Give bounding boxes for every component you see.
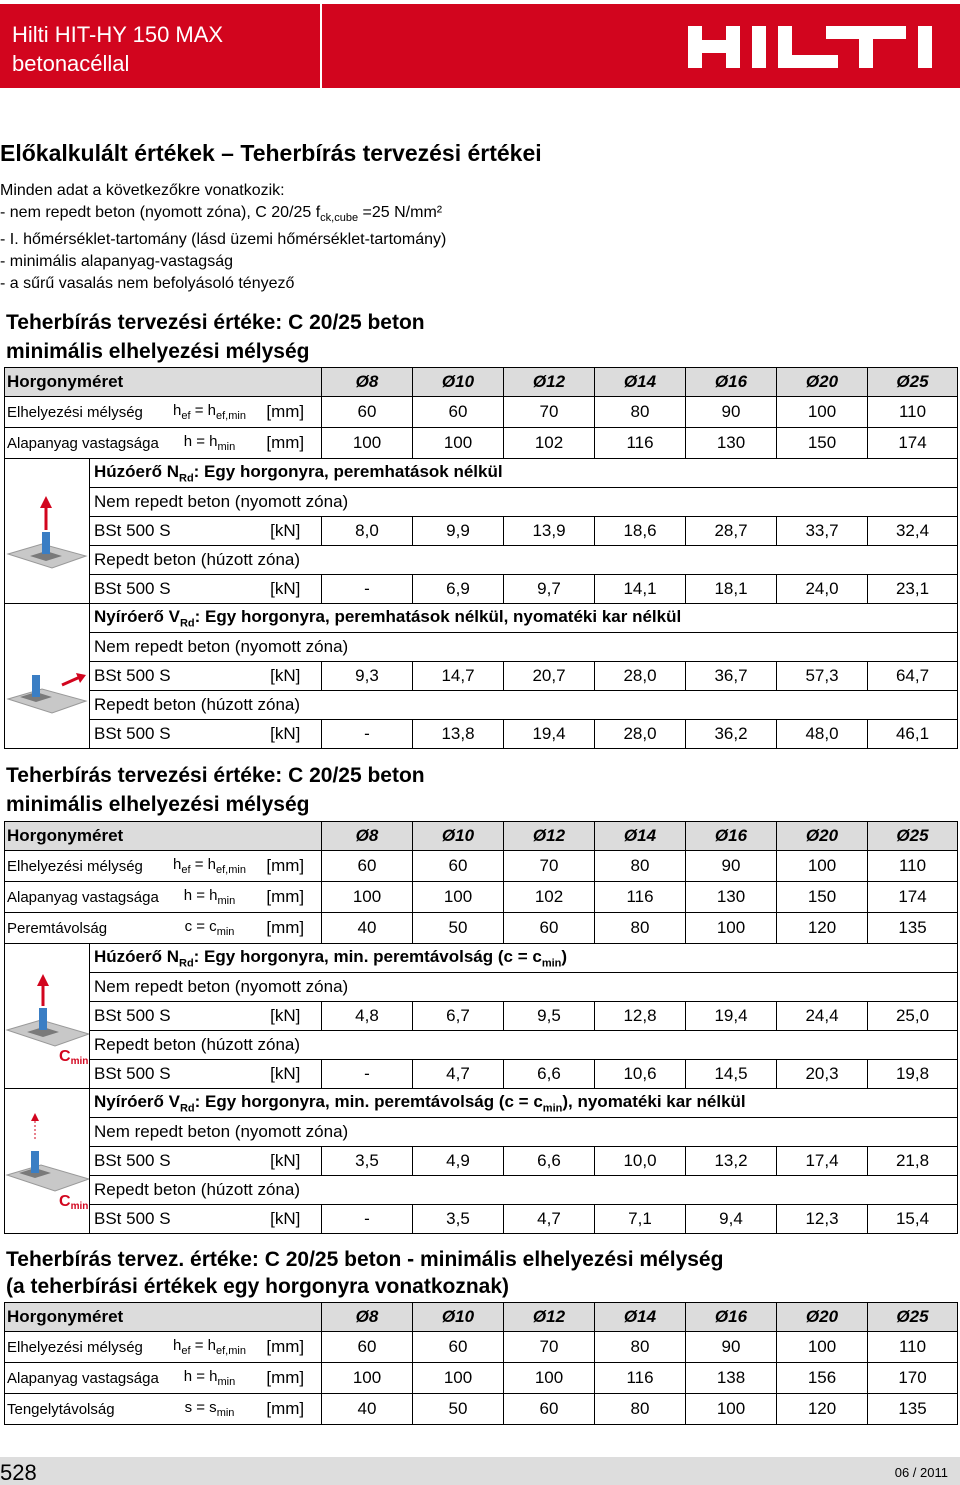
cmin-label: Cmin [59, 1047, 89, 1064]
value-cell: 21,8 [868, 1147, 958, 1176]
value-cell: - [322, 1060, 413, 1089]
page-footer [0, 1457, 960, 1485]
size-header-row [5, 368, 958, 397]
cracked-label-row [5, 691, 958, 720]
value-cell: 6,6 [504, 1147, 595, 1176]
shear-anchor-icon [6, 629, 88, 719]
shear-edge-anchor-icon [5, 1109, 90, 1209]
value-cell: 100 [686, 913, 777, 944]
intro-subscript: ck,cube [320, 212, 359, 225]
value-cell: 14,1 [595, 575, 686, 604]
header-title-box [0, 4, 320, 88]
value-cell: 4,8 [322, 1002, 413, 1031]
row-symbol [170, 882, 250, 913]
title-text: : Egy horgonyra, min. peremtávolság (c = c [193, 946, 542, 966]
value-cell: 25,0 [868, 1002, 958, 1031]
value-cell: 50 [413, 1394, 504, 1425]
value-cell: 40 [322, 913, 413, 944]
value-cell: 3,5 [413, 1205, 504, 1234]
value-cell: 6,9 [413, 575, 504, 604]
title-text: Nyíróerő V [94, 606, 180, 626]
row-unit: [kN] [250, 575, 322, 604]
value-cell: 24,4 [777, 1002, 868, 1031]
row-label: Tengelytávolság [5, 1394, 170, 1425]
symbol-sub: min [217, 441, 236, 453]
row-unit: [mm] [250, 1363, 322, 1394]
cracked-label: Repedt beton (húzott zóna) [90, 1176, 958, 1205]
value-cell: 100 [686, 1394, 777, 1425]
value-cell: 60 [322, 397, 413, 428]
embedment-row [5, 397, 958, 428]
value-cell: 100 [504, 1363, 595, 1394]
material-label: BSt 500 S [90, 1205, 250, 1234]
value-cell: 174 [868, 428, 958, 459]
value-cell: 70 [504, 397, 595, 428]
size-header-row [5, 1303, 958, 1332]
tension-title-row [5, 944, 958, 973]
value-cell: 36,7 [686, 662, 777, 691]
shear-title [90, 604, 958, 633]
value-cell: 80 [595, 397, 686, 428]
row-label: Peremtávolság [5, 913, 170, 944]
cmin-label: Cmin [59, 1192, 89, 1209]
footer-date: 06 / 2011 [894, 1465, 948, 1480]
symbol-text: = h [190, 402, 216, 419]
value-cell: 150 [777, 882, 868, 913]
value-cell: 100 [777, 397, 868, 428]
embedment-row [5, 1332, 958, 1363]
material-label: BSt 500 S [90, 1147, 250, 1176]
header-title-line2: betonacéllal [12, 51, 130, 76]
row-unit: [kN] [250, 662, 322, 691]
row-label: Elhelyezési mélység [5, 397, 170, 428]
hilti-logo [688, 26, 938, 68]
size-cell: Ø10 [413, 822, 504, 851]
value-cell: 60 [504, 1394, 595, 1425]
cracked-label-row [5, 1031, 958, 1060]
intro-text [0, 180, 446, 295]
section-title-line: Teherbírás tervezési értéke: C 20/25 beton [6, 311, 425, 334]
value-cell: 15,4 [868, 1205, 958, 1234]
size-cell: Ø8 [322, 368, 413, 397]
size-cell: Ø20 [777, 822, 868, 851]
intro-line: - a sűrű vasalás nem befolyásoló tényező [0, 275, 295, 293]
title-text: ), nyomatéki kar nélkül [562, 1091, 746, 1111]
value-cell: 4,7 [413, 1060, 504, 1089]
value-cell: 80 [595, 913, 686, 944]
non-cracked-label-row [5, 1118, 958, 1147]
shear-figure-cell [5, 604, 90, 749]
value-cell: 6,7 [413, 1002, 504, 1031]
title-sub: Rd [179, 472, 194, 485]
material-label: BSt 500 S [90, 1002, 250, 1031]
value-cell: 17,4 [777, 1147, 868, 1176]
title-text: Nyíróerő V [94, 1091, 180, 1111]
thickness-row [5, 428, 958, 459]
value-cell: 100 [322, 882, 413, 913]
section3-title [6, 1246, 723, 1300]
value-cell: 102 [504, 428, 595, 459]
tension-nc-row [5, 517, 958, 546]
row-symbol [170, 1332, 250, 1363]
row-unit: [mm] [250, 882, 322, 913]
value-cell: 102 [504, 882, 595, 913]
value-cell: 9,4 [686, 1205, 777, 1234]
value-cell: 120 [777, 913, 868, 944]
section-title-line: minimális elhelyezési mélység [6, 793, 310, 816]
value-cell: 120 [777, 1394, 868, 1425]
value-cell: 90 [686, 851, 777, 882]
symbol-sub: ef,min [216, 1345, 246, 1357]
value-cell: 130 [686, 882, 777, 913]
tension-title [90, 459, 958, 488]
intro-text-part: - nem repedt beton (nyomott zóna), C 20/25 f [0, 204, 321, 221]
symbol-sub: min [216, 1407, 235, 1419]
intro-line [0, 202, 446, 229]
intro-text-part: =25 N/mm² [358, 204, 443, 221]
value-cell: 70 [504, 851, 595, 882]
tension-title-row [5, 459, 958, 488]
value-cell: 110 [868, 1332, 958, 1363]
symbol-text: h [173, 1337, 182, 1354]
symbol-text: s = s [184, 1399, 217, 1416]
symbol-text: h [173, 856, 182, 873]
material-label: BSt 500 S [90, 517, 250, 546]
value-cell: 80 [595, 1332, 686, 1363]
tension-title [90, 944, 958, 973]
title-sub: Rd [179, 617, 195, 630]
symbol-text: = h [190, 856, 216, 873]
value-cell: 4,9 [413, 1147, 504, 1176]
row-label: Alapanyag vastagsága [5, 882, 170, 913]
tension-figure-cell [5, 459, 90, 604]
material-label: BSt 500 S [90, 1060, 250, 1089]
value-cell: 135 [868, 1394, 958, 1425]
value-cell: 48,0 [777, 720, 868, 749]
section1-table [4, 367, 958, 749]
shear-title-row [5, 1089, 958, 1118]
value-cell: 100 [413, 428, 504, 459]
shear-title [90, 1089, 958, 1118]
title-text: Húzóerő N [94, 461, 179, 481]
value-cell: 10,6 [595, 1060, 686, 1089]
symbol-text: = h [190, 1337, 216, 1354]
value-cell: 40 [322, 1394, 413, 1425]
value-cell: 80 [595, 1394, 686, 1425]
size-cell: Ø8 [322, 1303, 413, 1332]
page-header [0, 0, 960, 90]
shear-c-row [5, 1205, 958, 1234]
size-header-row [5, 822, 958, 851]
spacing-row [5, 1394, 958, 1425]
row-unit: [mm] [250, 428, 322, 459]
value-cell: 28,7 [686, 517, 777, 546]
value-cell: 80 [595, 851, 686, 882]
title-sub: Rd [179, 1102, 195, 1115]
value-cell: 64,7 [868, 662, 958, 691]
value-cell: 9,5 [504, 1002, 595, 1031]
value-cell: 138 [686, 1363, 777, 1394]
value-cell: 100 [777, 851, 868, 882]
size-header-label: Horgonyméret [5, 1303, 322, 1332]
value-cell: 156 [777, 1363, 868, 1394]
value-cell: 60 [504, 913, 595, 944]
size-cell: Ø14 [595, 1303, 686, 1332]
value-cell: 135 [868, 913, 958, 944]
value-cell: 12,3 [777, 1205, 868, 1234]
symbol-sub: ef,min [216, 410, 246, 422]
value-cell: 100 [413, 1363, 504, 1394]
title-text: : Egy horgonyra, min. peremtávolság (c = c [194, 1091, 543, 1111]
tension-c-row [5, 1060, 958, 1089]
tension-nc-row [5, 1002, 958, 1031]
row-label: Alapanyag vastagsága [5, 428, 170, 459]
value-cell: 110 [868, 851, 958, 882]
section-title-line: Teherbírás tervez. értéke: C 20/25 beton - minimális elhelyezési mélység [6, 1248, 724, 1271]
value-cell: 4,7 [504, 1205, 595, 1234]
non-cracked-label: Nem repedt beton (nyomott zóna) [90, 488, 958, 517]
size-cell: Ø16 [686, 1303, 777, 1332]
value-cell: 14,5 [686, 1060, 777, 1089]
row-unit: [kN] [250, 517, 322, 546]
section2-title [6, 761, 425, 819]
size-header-label: Horgonyméret [5, 368, 322, 397]
row-symbol [170, 913, 250, 944]
symbol-sub: ef,min [216, 864, 246, 876]
value-cell: 100 [322, 428, 413, 459]
row-unit: [mm] [250, 397, 322, 428]
value-cell: 14,7 [413, 662, 504, 691]
thickness-row [5, 1363, 958, 1394]
tension-edge-figure-cell [5, 944, 90, 1089]
non-cracked-label-row [5, 488, 958, 517]
value-cell: 46,1 [868, 720, 958, 749]
material-label: BSt 500 S [90, 720, 250, 749]
title-text: Húzóerő N [94, 946, 179, 966]
row-symbol [170, 428, 250, 459]
title-sub: Rd [179, 957, 194, 970]
symbol-text: h = h [183, 887, 218, 904]
value-cell: 100 [322, 1363, 413, 1394]
row-symbol [170, 851, 250, 882]
value-cell: 36,2 [686, 720, 777, 749]
value-cell: 18,1 [686, 575, 777, 604]
non-cracked-label: Nem repedt beton (nyomott zóna) [90, 1118, 958, 1147]
value-cell: 116 [595, 428, 686, 459]
shear-c-row [5, 720, 958, 749]
value-cell: 57,3 [777, 662, 868, 691]
size-cell: Ø25 [868, 822, 958, 851]
non-cracked-label: Nem repedt beton (nyomott zóna) [90, 633, 958, 662]
cracked-label: Repedt beton (húzott zóna) [90, 691, 958, 720]
symbol-sub: min [217, 1376, 236, 1388]
value-cell: 90 [686, 397, 777, 428]
value-cell: 28,0 [595, 720, 686, 749]
cracked-label: Repedt beton (húzott zóna) [90, 1031, 958, 1060]
size-cell: Ø8 [322, 822, 413, 851]
row-unit: [kN] [250, 1205, 322, 1234]
title-sub: min [541, 957, 562, 970]
value-cell: 33,7 [777, 517, 868, 546]
shear-nc-row [5, 662, 958, 691]
value-cell: 170 [868, 1363, 958, 1394]
value-cell: - [322, 1205, 413, 1234]
row-label: Elhelyezési mélység [5, 1332, 170, 1363]
row-unit: [mm] [250, 851, 322, 882]
value-cell: 110 [868, 397, 958, 428]
value-cell: 174 [868, 882, 958, 913]
section-title-line: Teherbírás tervezési értéke: C 20/25 beton [6, 764, 425, 787]
value-cell: 13,9 [504, 517, 595, 546]
material-label: BSt 500 S [90, 662, 250, 691]
non-cracked-label: Nem repedt beton (nyomott zóna) [90, 973, 958, 1002]
value-cell: 19,8 [868, 1060, 958, 1089]
intro-line: - I. hőmérséklet-tartomány (lásd üzemi hőmérséklet-tartomány) [0, 231, 447, 249]
section2-table [4, 821, 958, 1234]
value-cell: 13,2 [686, 1147, 777, 1176]
cracked-label: Repedt beton (húzott zóna) [90, 546, 958, 575]
value-cell: - [322, 575, 413, 604]
row-symbol [170, 1363, 250, 1394]
value-cell: 6,6 [504, 1060, 595, 1089]
size-cell: Ø14 [595, 368, 686, 397]
value-cell: 9,3 [322, 662, 413, 691]
size-cell: Ø20 [777, 368, 868, 397]
edge-distance-row [5, 913, 958, 944]
value-cell: 150 [777, 428, 868, 459]
value-cell: 19,4 [504, 720, 595, 749]
row-unit: [kN] [250, 1002, 322, 1031]
title-text: ) [561, 946, 568, 966]
size-cell: Ø16 [686, 368, 777, 397]
value-cell: 32,4 [868, 517, 958, 546]
row-unit: [mm] [250, 913, 322, 944]
value-cell: 50 [413, 913, 504, 944]
symbol-text: h = h [183, 433, 218, 450]
embedment-row [5, 851, 958, 882]
shear-nc-row [5, 1147, 958, 1176]
shear-title-row [5, 604, 958, 633]
section-title-line: (a teherbírási értékek egy horgonyra vonatkoznak) [6, 1275, 510, 1298]
size-cell: Ø12 [504, 1303, 595, 1332]
row-unit: [kN] [250, 720, 322, 749]
row-label: Elhelyezési mélység [5, 851, 170, 882]
size-cell: Ø12 [504, 822, 595, 851]
value-cell: 60 [413, 1332, 504, 1363]
value-cell: 13,8 [413, 720, 504, 749]
value-cell: 60 [322, 1332, 413, 1363]
thickness-row [5, 882, 958, 913]
symbol-text: h = h [183, 1368, 218, 1385]
value-cell: 116 [595, 882, 686, 913]
title-text: : Egy horgonyra, peremhatások nélkül [193, 461, 503, 481]
value-cell: 100 [777, 1332, 868, 1363]
row-unit: [mm] [250, 1332, 322, 1363]
header-title-line1: Hilti HIT-HY 150 MAX [12, 22, 224, 47]
title-text: : Egy horgonyra, peremhatások nélkül, nyomatéki kar nélkül [194, 606, 682, 626]
non-cracked-label-row [5, 633, 958, 662]
symbol-text: h [173, 402, 182, 419]
size-cell: Ø25 [868, 368, 958, 397]
cracked-label-row [5, 546, 958, 575]
value-cell: 12,8 [595, 1002, 686, 1031]
cracked-label-row [5, 1176, 958, 1205]
size-cell: Ø10 [413, 1303, 504, 1332]
row-unit: [mm] [250, 1394, 322, 1425]
intro-line: - minimális alapanyag-vastagság [0, 253, 233, 271]
symbol-sub: min [217, 895, 236, 907]
size-cell: Ø10 [413, 368, 504, 397]
value-cell: 28,0 [595, 662, 686, 691]
size-cell: Ø20 [777, 1303, 868, 1332]
value-cell: 19,4 [686, 1002, 777, 1031]
size-header-label: Horgonyméret [5, 822, 322, 851]
section1-title [6, 308, 425, 366]
value-cell: 10,0 [595, 1147, 686, 1176]
size-cell: Ø12 [504, 368, 595, 397]
size-cell: Ø16 [686, 822, 777, 851]
material-label: BSt 500 S [90, 575, 250, 604]
value-cell: 60 [413, 851, 504, 882]
value-cell: 18,6 [595, 517, 686, 546]
value-cell: 130 [686, 428, 777, 459]
row-symbol [170, 397, 250, 428]
value-cell: 116 [595, 1363, 686, 1394]
section3-table [4, 1302, 958, 1425]
symbol-text: c = c [184, 918, 217, 935]
value-cell: 60 [413, 397, 504, 428]
value-cell: 60 [322, 851, 413, 882]
header-logo-box [322, 4, 960, 88]
non-cracked-label-row [5, 973, 958, 1002]
size-cell: Ø14 [595, 822, 686, 851]
tension-anchor-icon [6, 484, 88, 574]
symbol-sub: ef [181, 410, 191, 422]
value-cell: 70 [504, 1332, 595, 1363]
tension-edge-anchor-icon [5, 964, 90, 1064]
value-cell: 20,7 [504, 662, 595, 691]
row-symbol [170, 1394, 250, 1425]
symbol-sub: ef [181, 864, 191, 876]
shear-edge-figure-cell [5, 1089, 90, 1234]
value-cell: 9,9 [413, 517, 504, 546]
value-cell: 90 [686, 1332, 777, 1363]
symbol-sub: min [216, 926, 235, 938]
page-title: Előkalkulált értékek – Teherbírás tervezési értékei [0, 140, 542, 166]
intro-line: Minden adat a következőkre vonatkozik: [0, 182, 285, 199]
value-cell: 9,7 [504, 575, 595, 604]
row-unit: [kN] [250, 1147, 322, 1176]
value-cell: 23,1 [868, 575, 958, 604]
value-cell: 24,0 [777, 575, 868, 604]
tension-c-row [5, 575, 958, 604]
symbol-sub: ef [181, 1345, 191, 1357]
value-cell: 3,5 [322, 1147, 413, 1176]
row-unit: [kN] [250, 1060, 322, 1089]
value-cell: 8,0 [322, 517, 413, 546]
page-number: 528 [0, 1460, 37, 1485]
value-cell: - [322, 720, 413, 749]
row-label: Alapanyag vastagsága [5, 1363, 170, 1394]
value-cell: 7,1 [595, 1205, 686, 1234]
section-title-line: minimális elhelyezési mélység [6, 340, 310, 363]
value-cell: 100 [413, 882, 504, 913]
title-sub: min [542, 1102, 563, 1115]
value-cell: 20,3 [777, 1060, 868, 1089]
size-cell: Ø25 [868, 1303, 958, 1332]
